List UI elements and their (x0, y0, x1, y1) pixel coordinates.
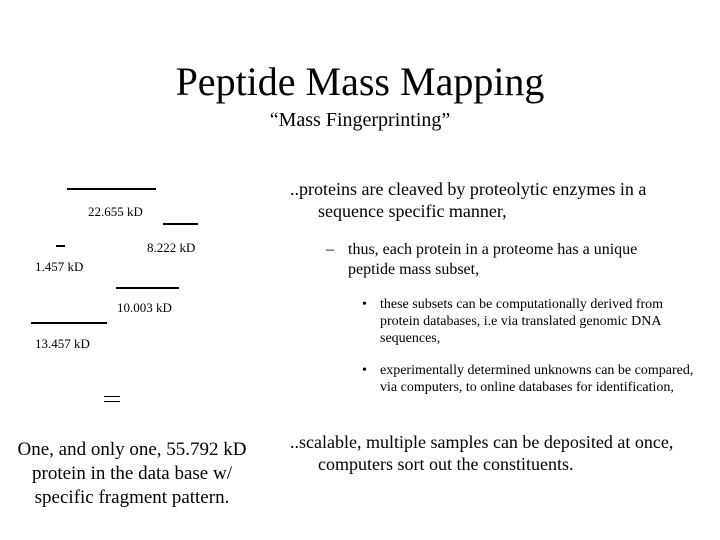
bullet-experimental: experimentally determined unknowns can be compared, via computers, to online databases for identification, (380, 363, 694, 395)
slide-title: Peptide Mass Mapping (175, 59, 545, 104)
slide-subtitle: “Mass Fingerprinting” (269, 109, 451, 131)
fragment-bar-22-655 (67, 188, 156, 190)
sub-point-dash: – (326, 241, 334, 258)
stacked-bar-bottom (104, 401, 120, 402)
fragment-label-8-222: 8.222 kD (147, 240, 196, 255)
fragment-bar-10-003 (116, 287, 179, 289)
bullet-computational: these subsets can be computationally derived from protein databases, i.e via translated genomic DNA sequences, (380, 297, 664, 346)
bullet-marker-2: • (362, 363, 367, 378)
fragment-label-13-457: 13.457 kD (35, 336, 90, 351)
fragment-label-10-003: 10.003 kD (117, 300, 172, 315)
point-cleavage: ..proteins are cleaved by proteolytic enzymes in a sequence specific manner, (290, 179, 647, 221)
fragment-bar-8-222 (163, 223, 198, 225)
fragment-label-1-457: 1.457 kD (35, 259, 84, 274)
fragment-label-22-655: 22.655 kD (88, 204, 143, 219)
protein-caption: One, and only one, 55.792 kD protein in the data base w/ specific fragment pattern. (17, 439, 247, 508)
point-scalable: ..scalable, multiple samples can be deposited at once, computers sort out the constituents. (290, 432, 674, 474)
fragment-bar-1-457 (56, 245, 65, 247)
sub-point-unique-subset: thus, each protein in a proteome has a unique peptide mass subset, (348, 241, 638, 278)
stacked-bar-top (104, 396, 120, 397)
fragment-bar-13-457 (31, 322, 107, 324)
bullet-marker-1: • (362, 297, 367, 312)
